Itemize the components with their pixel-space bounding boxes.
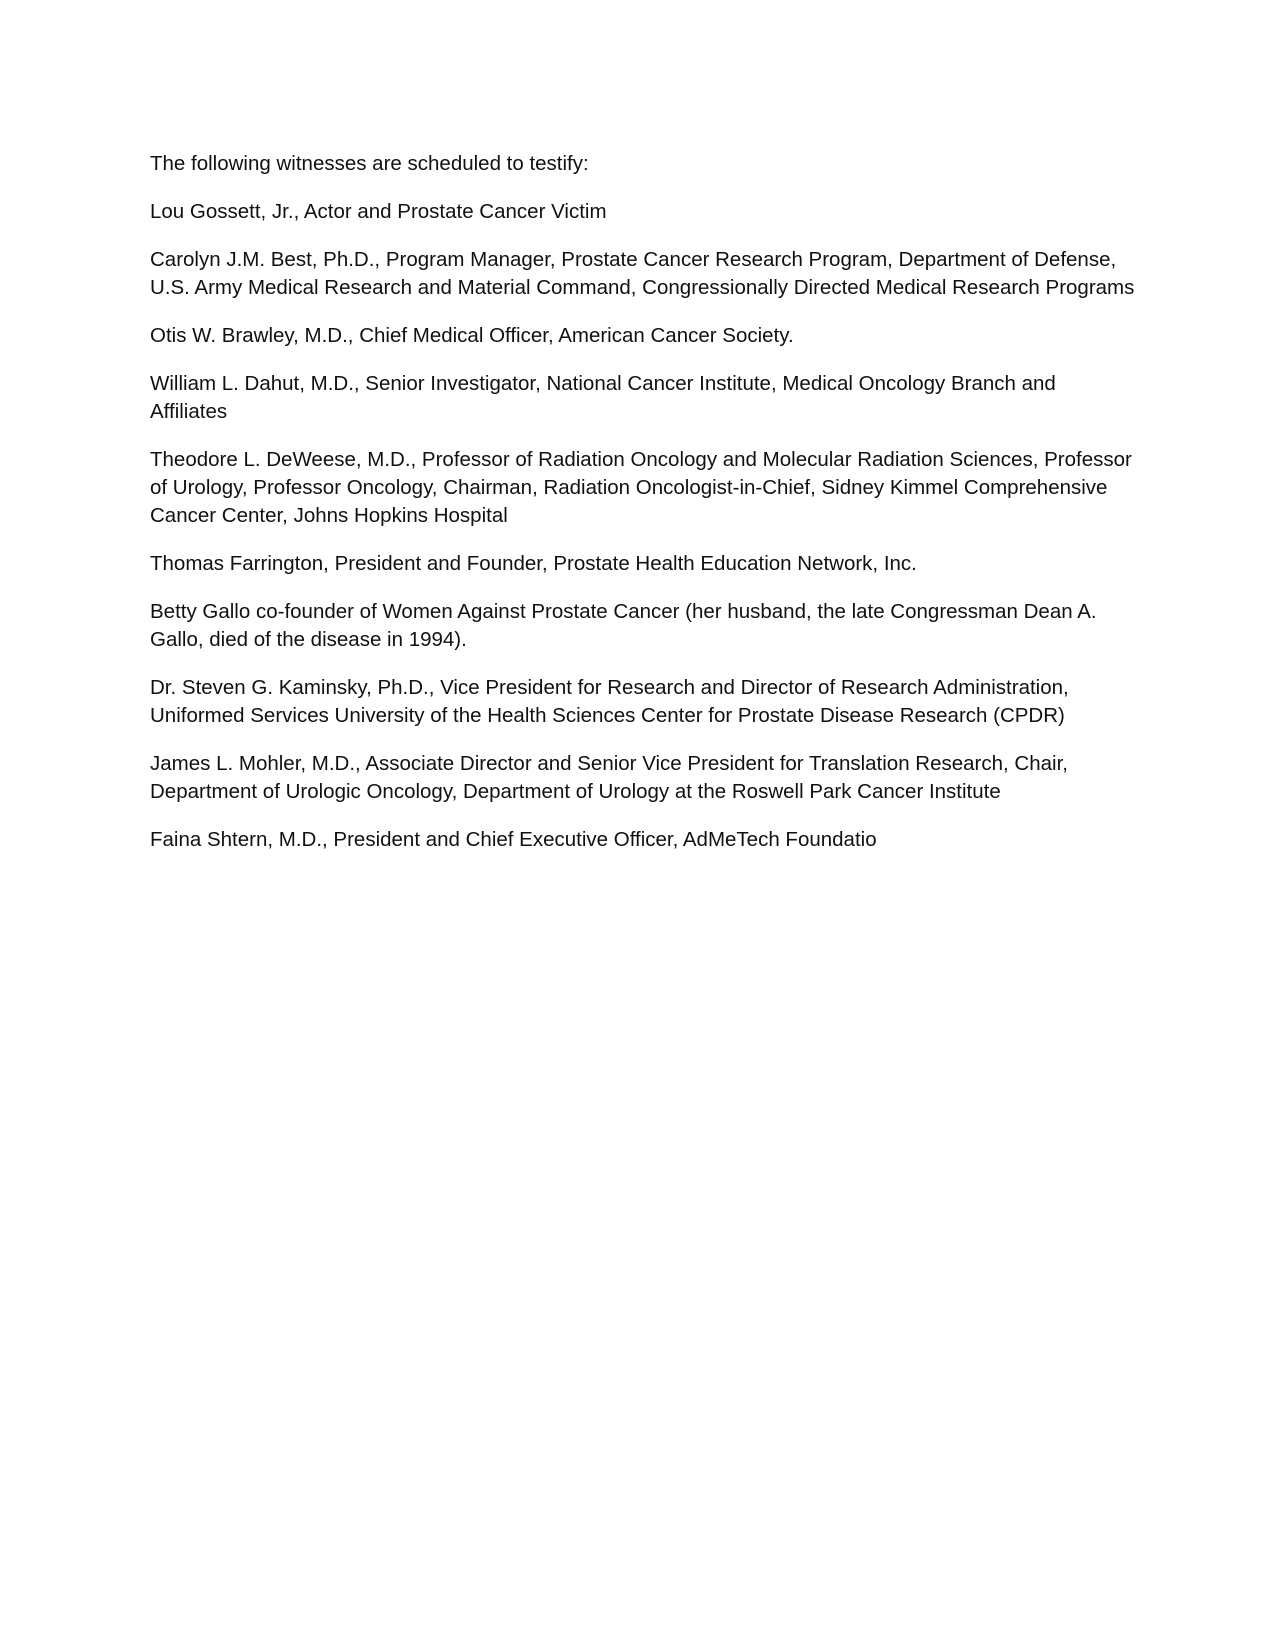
witness-item: Otis W. Brawley, M.D., Chief Medical Officer, American Cancer Society. <box>150 324 794 347</box>
witness-item: James L. Mohler, M.D., Associate Director and Senior Vice President for Translation Research, Chair, Department of Urologic Oncology, Department of Urology at the Roswell Park Cancer Institute <box>150 752 1068 803</box>
intro-text: The following witnesses are scheduled to testify: <box>150 152 589 175</box>
witness-item: Lou Gossett, Jr., Actor and Prostate Cancer Victim <box>150 200 607 223</box>
witness-item: Theodore L. DeWeese, M.D., Professor of Radiation Oncology and Molecular Radiation Sciences, Professor of Urology, Professor Oncology, Chairman, Radiation Oncologist-in-Chief, Sidney Kimmel Comprehensive Cancer Center, Johns Hopkins Hospital <box>150 448 1132 527</box>
witness-item: Betty Gallo co-founder of Women Against Prostate Cancer (her husband, the late Congressman Dean A. Gallo, died of the disease in 1994). <box>150 600 1097 651</box>
witness-list <box>150 198 1135 854</box>
witness-item: Faina Shtern, M.D., President and Chief Executive Officer, AdMeTech Foundatio <box>150 828 877 851</box>
witness-item: William L. Dahut, M.D., Senior Investigator, National Cancer Institute, Medical Oncology Branch and Affiliates <box>150 372 1056 423</box>
witness-item: Carolyn J.M. Best, Ph.D., Program Manager, Prostate Cancer Research Program, Department of Defense, U.S. Army Medical Research and Material Command, Congressionally Directed Medical Research Programs <box>150 248 1135 299</box>
document-page <box>150 150 1135 874</box>
witness-item: Thomas Farrington, President and Founder, Prostate Health Education Network, Inc. <box>150 552 917 575</box>
witness-item: Dr. Steven G. Kaminsky, Ph.D., Vice President for Research and Director of Research Administration, Uniformed Services University of the Health Sciences Center for Prostate Disease Research (CPDR) <box>150 676 1069 727</box>
